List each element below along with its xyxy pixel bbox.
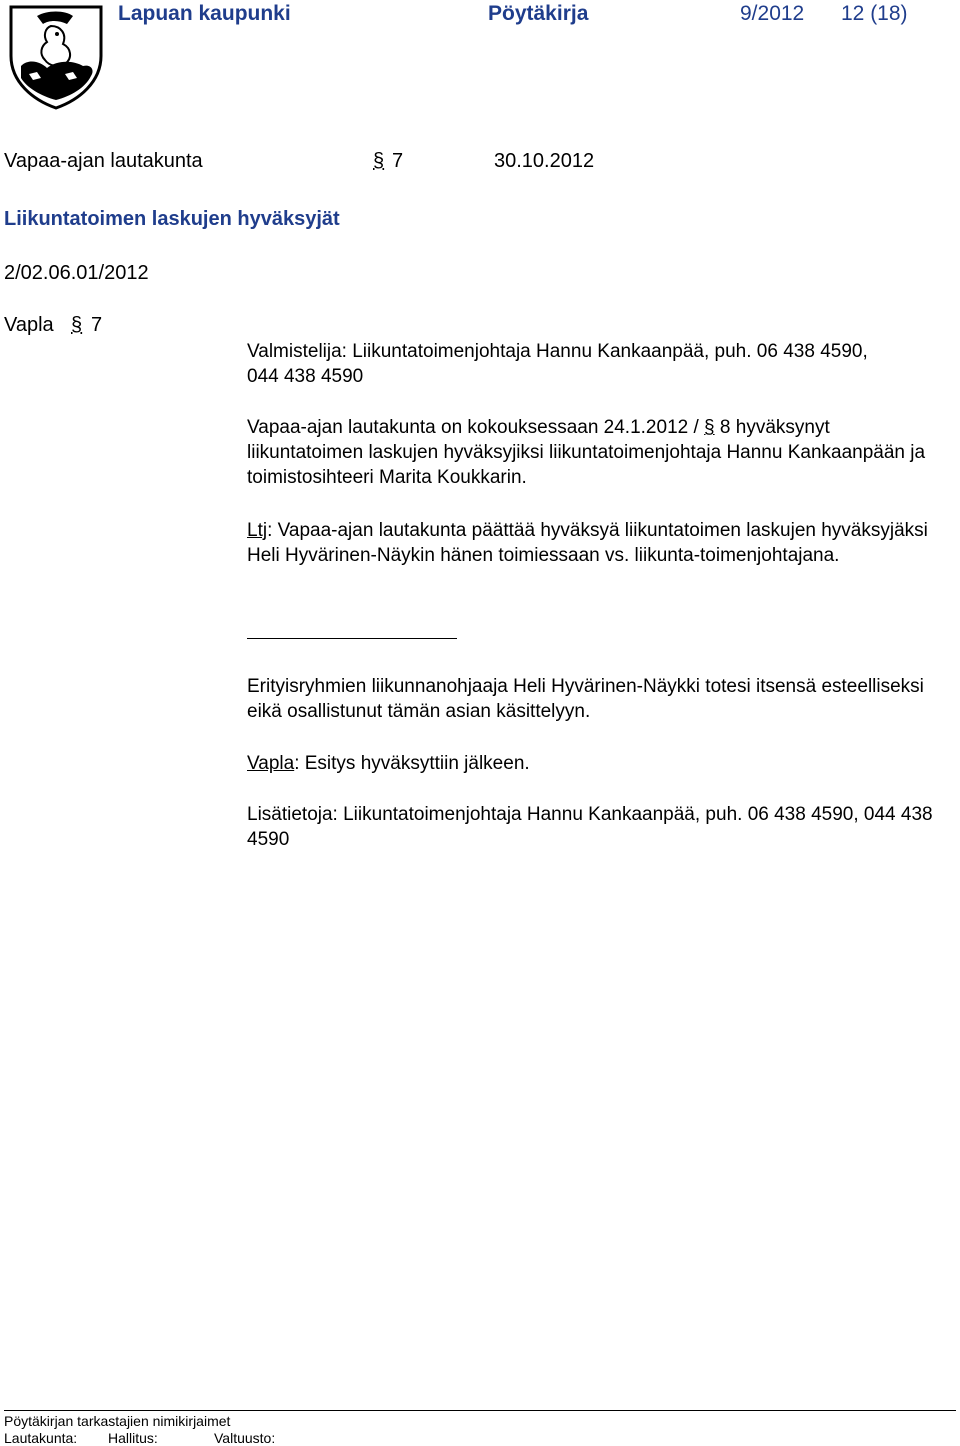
decision-paragraph [247,751,947,776]
disqualification-paragraph: Erityisryhmien liikunnanohjaaja Heli Hyvärinen-Näykki totesi itsensä esteelliseksi eikä osallistunut tämän asian käsittelyyn. [247,676,924,722]
background-text-a: Vapaa-ajan lautakunta on kokouksessaan 24.1.2012 / [247,417,705,438]
footer-council-label: Valtuusto: [214,1430,276,1446]
section-number: 7 [392,150,404,172]
separator-line [247,638,457,639]
footer-government-label: Hallitus: [108,1430,158,1446]
coat-of-arms-icon [7,4,105,110]
meeting-body: Vapaa-ajan lautakunta [4,150,203,172]
proposal-text: : Vapaa-ajan lautakunta päättää hyväksyä liikuntatoimen laskujen hyväksyjäksi Heli Hyvärinen-Näykin hänen toimiessaan vs. liikunta-toimenjohtajana. [247,520,928,566]
background-text-b: 8 hyväksynyt liikuntatoimen laskujen hyväksyjiksi liikuntatoimenjohtaja Hannu Kankaanpään ja toimistosihteeri Marita Koukkarin. [247,417,926,488]
section-sign: § [373,150,385,172]
background-section-sign: § [704,417,715,438]
file-number: 2/02.06.01/2012 [4,262,149,284]
document-number: 9/2012 [740,2,805,25]
decision-text: : Esitys hyväksyttiin jälkeen. [294,753,530,774]
info-paragraph: Lisätietoja: Liikuntatoimenjohtaja Hannu Kankaanpää, puh. 06 438 4590, 044 438 4590 [247,804,933,850]
page-number: 12 (18) [841,2,908,25]
document-type: Pöytäkirja [488,2,589,25]
meeting-date: 30.10.2012 [494,150,595,172]
reference-section-number: 7 [91,314,103,336]
reference-body: Vapla [4,314,54,336]
item-title: Liikuntatoimen laskujen hyväksyjät [4,208,340,230]
proposal-label: Ltj [247,520,268,541]
proposal-paragraph [247,518,937,568]
preparer-paragraph: Valmistelija: Liikuntatoimenjohtaja Hannu Kankaanpää, puh. 06 438 4590, 044 438 4590 [247,341,868,387]
decision-label: Vapla [247,753,295,774]
reference-section-sign: § [71,314,83,336]
footer-line [4,1410,956,1411]
footer-board-label: Lautakunta: [4,1430,78,1446]
background-paragraph [247,415,947,490]
footer-title: Pöytäkirjan tarkastajien nimikirjaimet [4,1413,231,1429]
municipality-name: Lapuan kaupunki [118,2,291,25]
